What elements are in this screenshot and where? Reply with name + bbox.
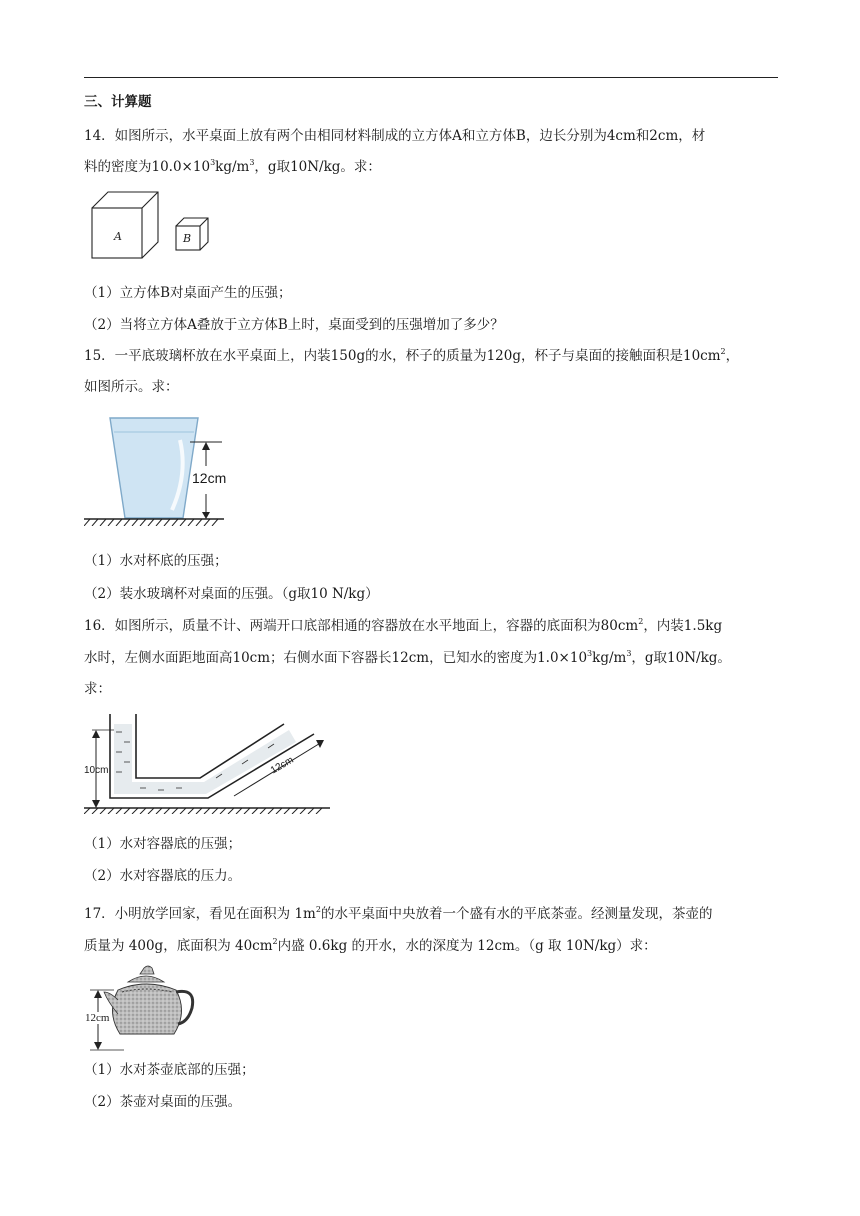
- glass-body: [110, 418, 198, 518]
- q16-line2-sup1: 3: [587, 649, 593, 658]
- q17-line2-sup: 2: [272, 937, 278, 946]
- q17-sub1: （1）水对茶壶底部的压强；: [84, 1062, 255, 1078]
- q17-fig-label: 12cm: [85, 1012, 110, 1024]
- cube-a-label: A: [114, 230, 122, 243]
- q14-line2-text-b: kg/m: [215, 159, 250, 175]
- arrow-right-icon: [316, 740, 324, 748]
- section-title: 三、计算题: [84, 94, 152, 110]
- q14-line2-sup2: 3: [249, 158, 255, 167]
- q17-line1: [84, 904, 784, 924]
- ground-hatch: [84, 808, 322, 814]
- teapot-lid-knob: [140, 966, 154, 974]
- q14-sub2: （2）当将立方体A叠放于立方体B上时，桌面受到的压强增加了多少？: [84, 317, 504, 333]
- header-rule: [84, 77, 778, 78]
- q16-line1-text-a: 16．如图所示，质量不计、两端开口底部相通的容器放在水平地面上，容器的底面积为80cm: [84, 618, 639, 634]
- q16-fig-label-right: 12cm: [268, 754, 296, 777]
- q16-line2-text-c: ，g取10N/kg。: [631, 650, 731, 666]
- cube-b-edges: [176, 218, 208, 250]
- q15-sub1: （1）水对杯底的压强；: [84, 553, 228, 569]
- q17-line2-text-b: 内盛 0.6kg 的开水，水的深度为 12cm。（g 取 10N/kg）求：: [277, 938, 657, 954]
- q15-line1: [84, 346, 784, 366]
- q14-sub1: （1）立方体B对桌面产生的压强；: [84, 285, 292, 301]
- q16-line2-text-a: 水时，左侧水面距地面高10cm；右侧水面下容器长12cm，已知水的密度为1.0×10: [84, 650, 588, 666]
- q14-cubes-figure: [86, 186, 216, 260]
- q16-line1-sup: 2: [638, 617, 644, 626]
- q17-line1-text-a: 17．小明放学回家，看见在面积为 1m: [84, 906, 316, 922]
- arrow-up-icon: [94, 990, 102, 998]
- q14-line2: [84, 157, 784, 177]
- teapot-lid: [128, 976, 164, 982]
- arrow-down-icon: [202, 512, 210, 519]
- ground-hatch: [84, 519, 218, 526]
- q17-line2: [84, 936, 784, 956]
- q15-sub2: （2）装水玻璃杯对桌面的压强。（g取10 N/kg）: [84, 586, 379, 602]
- q15-line1-sup: 2: [720, 347, 726, 356]
- q17-teapot-figure: [84, 962, 204, 1054]
- q15-line1-text-a: 15．一平底玻璃杯放在水平桌面上，内装150g的水，杯子的质量为120g，杯子与桌面的接触面积是10cm: [84, 348, 721, 364]
- q15-fig-label: 12cm: [192, 470, 227, 486]
- q14-line1: 14．如图所示，水平桌面上放有两个由相同材料制成的立方体A和立方体B，边长分别为4cm和2cm，材: [84, 128, 706, 144]
- cube-b-label: B: [183, 232, 192, 245]
- q17-sub2: （2）茶壶对桌面的压强。: [84, 1094, 242, 1110]
- arrow-up-icon: [92, 730, 100, 738]
- q15-line2: 如图所示。求：: [84, 379, 179, 395]
- q16-line1-text-b: ，内装1.5kg: [643, 618, 723, 634]
- arrow-up-icon: [202, 442, 210, 450]
- q16-line2-text-b: kg/m: [592, 650, 627, 666]
- q16-sub1: （1）水对容器底的压强；: [84, 836, 242, 852]
- q14-line2-sup1: 3: [210, 158, 216, 167]
- q16-line2-sup2: 3: [626, 649, 632, 658]
- arrow-down-icon: [94, 1042, 102, 1050]
- q14-line2-text-a: 料的密度为10.0×10: [84, 159, 211, 175]
- q16-line2: [84, 648, 784, 668]
- arrow-down-icon: [92, 800, 100, 808]
- q16-fig-label-left: 10cm: [84, 765, 109, 776]
- q16-sub2: （2）水对容器底的压力。: [84, 868, 242, 884]
- q15-line1-text-b: ，: [725, 348, 740, 364]
- cube-a-edges: [92, 192, 158, 258]
- q17-line1-text-b: 的水平桌面中央放着一个盛有水的平底茶壶。经测量发现，茶壶的: [320, 906, 713, 922]
- q17-line2-text-a: 质量为 400g，底面积为 40cm: [84, 938, 273, 954]
- q16-line3: 求：: [84, 681, 111, 697]
- q16-line1: [84, 616, 784, 636]
- q14-line2-text-c: ，g取10N/kg。求：: [254, 159, 381, 175]
- q17-line1-sup: 2: [315, 905, 321, 914]
